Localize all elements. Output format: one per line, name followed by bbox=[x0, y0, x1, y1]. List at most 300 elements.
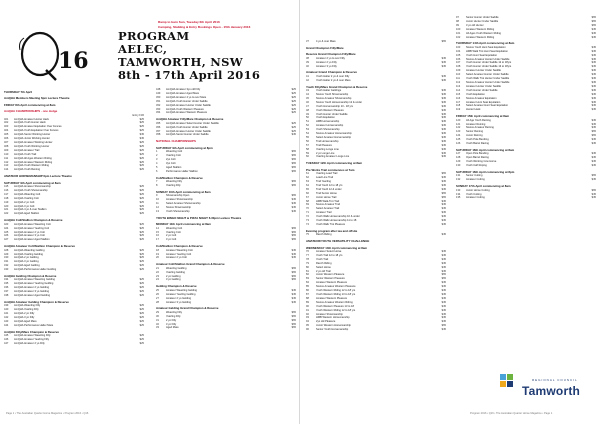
class-number: 414 bbox=[4, 168, 9, 172]
class-number: 111 bbox=[456, 77, 460, 81]
class-name: AmQHA Youth Western Pleasure bbox=[166, 107, 204, 111]
class-number: 93 bbox=[306, 316, 309, 320]
class-fee: $45 bbox=[591, 156, 596, 160]
class-name: Amateur Reining bbox=[466, 122, 486, 126]
class-fee: $45 bbox=[441, 56, 446, 60]
class-number: 420 bbox=[4, 204, 9, 208]
class-number: 433 bbox=[4, 268, 9, 272]
class-fee: $65 bbox=[441, 191, 446, 195]
class-fee: $45 bbox=[441, 199, 446, 203]
class-name: Youth Working Cow Horse bbox=[466, 160, 497, 164]
class-fee: $45 bbox=[591, 118, 596, 122]
class-name: AmQHA Amateur Western Pleasure bbox=[166, 111, 208, 115]
class-fee: $45 bbox=[441, 147, 446, 151]
class-number: 128 bbox=[456, 156, 461, 160]
section-heading: Evening program after tea and offsite bbox=[306, 228, 358, 233]
class-fee: $45 bbox=[441, 74, 446, 78]
class-name: AmQHA Amateur Trail bbox=[14, 148, 40, 152]
class-name: Youth Halter Geldings bbox=[316, 89, 342, 93]
class-name: AmQHA Amateur Weanling Gelding bbox=[14, 278, 55, 282]
class-name: Amateur Showmanship bbox=[166, 198, 193, 202]
class-name: AmQHA Yearling Colt bbox=[14, 196, 39, 200]
class-number: 84 bbox=[306, 281, 309, 285]
class-name: Junior Western Horsemanship bbox=[316, 324, 351, 328]
class-row bbox=[4, 342, 144, 346]
class-number: 407 bbox=[4, 140, 9, 144]
class-number: 65 bbox=[306, 187, 309, 191]
class-name: AmQHA Amateur 3yo old Filly bbox=[166, 88, 201, 91]
class-name: Youth Hunter Under Saddle 13 to 18yrs bbox=[466, 65, 512, 69]
class-name: Youth Showmanship bbox=[166, 209, 190, 213]
class-fee: $45 bbox=[591, 142, 596, 146]
class-number: 97 bbox=[456, 16, 459, 19]
class-fee: $65 bbox=[291, 230, 296, 234]
class-name: Yearling Colt bbox=[166, 230, 181, 234]
class-fee: $45 bbox=[441, 100, 446, 104]
class-number: 59 bbox=[306, 151, 309, 155]
class-fee: $45 bbox=[441, 89, 446, 93]
section-heading: Amateur Grand Champion & Reserve bbox=[306, 70, 357, 75]
class-name: Amateur 2 yo Colt bbox=[166, 256, 187, 260]
class-number: 68 bbox=[306, 199, 309, 203]
class-number: 88 bbox=[306, 296, 309, 300]
class-fee: $25 bbox=[139, 160, 144, 164]
section-heading: SATURDAY 16th April commencing at 8pm bbox=[456, 170, 515, 175]
section-heading: SUNDAY 17th April commencing at 8am bbox=[456, 184, 511, 189]
class-number: 410 bbox=[4, 152, 9, 156]
class-number: 415 bbox=[4, 185, 9, 189]
class-number: 110 bbox=[456, 73, 461, 77]
class-fee: $45 bbox=[591, 31, 596, 35]
class-fee: $25 bbox=[139, 204, 144, 208]
class-name: Novice Amateur Horsemanship bbox=[316, 132, 352, 136]
section-heading: NATIONAL CHAMPIONSHIPS bbox=[156, 139, 196, 144]
class-number: 25 bbox=[156, 288, 159, 292]
class-name: AmQHA Yearling Filly bbox=[14, 308, 39, 312]
class-fee: $25 bbox=[291, 88, 296, 91]
class-fee: $65 bbox=[291, 154, 296, 158]
class-number: 120 bbox=[456, 118, 461, 122]
class-number: 44 bbox=[306, 92, 309, 96]
footer-left: Page 1 • The Australian Quarter Horse Magazine • Program 2016 • Q16 bbox=[6, 412, 89, 415]
class-name: Junior Hunter Under Saddle bbox=[466, 19, 499, 23]
class-name: 2yo Colt bbox=[166, 158, 176, 161]
class-number: 83 bbox=[306, 277, 309, 281]
class-fee: $65 bbox=[291, 161, 296, 165]
class-number: 408 bbox=[4, 144, 9, 148]
class-row bbox=[456, 108, 596, 112]
class-number: 443 bbox=[4, 320, 9, 324]
section-heading: Reserve Grand Champion Filly/Mare bbox=[306, 52, 356, 57]
section-heading: Amateur Colt/Stallion Grand Champion & Reserve bbox=[156, 262, 225, 267]
class-name: Ranch Riding bbox=[316, 233, 332, 237]
section-heading: SATURDAY 9th April commencing at 8pm bbox=[156, 145, 213, 150]
class-number: 27 bbox=[156, 296, 159, 300]
class-name: Youth Equitation bbox=[466, 92, 485, 96]
class-number: 96 bbox=[306, 328, 309, 332]
class-fee: $65 bbox=[291, 226, 296, 230]
class-number: 427 bbox=[4, 238, 9, 242]
class-number: 57 bbox=[306, 143, 309, 147]
class-name: Trail Youth 12 to 18 yrs bbox=[316, 183, 343, 187]
class-fee: $45 bbox=[591, 96, 596, 100]
class-fee: $25 bbox=[139, 168, 144, 172]
class-fee: $45 bbox=[441, 187, 446, 191]
class-number: 432 bbox=[4, 264, 9, 268]
class-number: 17 bbox=[156, 238, 159, 242]
class-name: Amateur Trail bbox=[316, 211, 332, 215]
class-fee: $45 bbox=[441, 281, 446, 285]
class-fee: $45 bbox=[591, 108, 596, 112]
class-fee: $45 bbox=[441, 180, 446, 183]
class-number: 405 bbox=[4, 133, 9, 137]
class-fee: $45 bbox=[291, 292, 296, 296]
class-number: 135 bbox=[456, 196, 461, 200]
class-name: 3 yo Gelding bbox=[166, 278, 181, 282]
class-row bbox=[306, 79, 446, 83]
class-fee: $25 bbox=[139, 304, 144, 308]
class-name: Weanling Colt bbox=[166, 226, 183, 230]
class-number: 401 bbox=[4, 117, 9, 121]
class-number: 7 bbox=[156, 180, 158, 184]
class-name: Novice Amateur Western Pleasure bbox=[316, 285, 356, 289]
class-name: Select Amateur Hunt Seat Equitation bbox=[466, 104, 509, 108]
class-name: Amateur Weanling Gelding bbox=[166, 288, 197, 292]
class-fee: $45 bbox=[441, 269, 446, 273]
class-name: Youth Hunter Under Saddle bbox=[466, 88, 498, 92]
class-name: AmQHA Amateur Showmanship bbox=[14, 185, 51, 189]
class-fee: $45 bbox=[591, 81, 596, 84]
class-name: Trail Yearling bbox=[316, 180, 331, 183]
class-name: Performance Halter Stallion bbox=[166, 169, 198, 173]
class-number: 54 bbox=[306, 132, 309, 136]
class-name: AmQHA 2 yo Filly bbox=[14, 312, 35, 316]
class-name: Youth Halter 2 yo & over Filly bbox=[316, 74, 350, 78]
class-name: AmQHA Amateur Hunter Under Saddle bbox=[166, 103, 211, 107]
class-fee: $45 bbox=[591, 196, 596, 200]
class-name: 2 yo Filly bbox=[166, 318, 177, 322]
class-row bbox=[306, 223, 446, 227]
class-fee: $25 bbox=[291, 103, 296, 107]
class-fee: $45 bbox=[441, 289, 446, 293]
title-line: PROGRAM bbox=[118, 29, 190, 43]
class-fee: $25 bbox=[139, 294, 144, 298]
class-number: 115 bbox=[456, 92, 461, 96]
class-fee: $25 bbox=[139, 252, 144, 256]
class-name: Select Amateur Horsemanship bbox=[316, 135, 352, 139]
section-heading: MONDAY 11th April commencing at 8am bbox=[156, 222, 211, 227]
class-number: 91 bbox=[306, 308, 309, 312]
class-number: 9 bbox=[156, 194, 158, 198]
class-name: Youth Walk Horsemanship 10 & under bbox=[316, 215, 360, 219]
class-row bbox=[156, 170, 296, 174]
class-number: 444 bbox=[4, 323, 9, 327]
class-number: 32 bbox=[156, 322, 159, 326]
class-fee: $25 bbox=[139, 248, 144, 252]
class-number: 20 bbox=[156, 256, 159, 260]
class-fee: $45 bbox=[441, 92, 446, 96]
class-name: Yearling Longe Line bbox=[316, 147, 339, 151]
class-number: 12 bbox=[156, 205, 159, 209]
class-name: Novice Youth Horsemanship 12 & under bbox=[316, 100, 362, 104]
class-number: 75 bbox=[306, 233, 309, 237]
class-fee: $45 bbox=[591, 45, 596, 49]
class-number: 79 bbox=[306, 261, 309, 265]
class-fee: $25 bbox=[139, 256, 144, 260]
class-name: Senior Western Pleasure bbox=[316, 277, 345, 281]
class-name: AmQHA Amateur Equitation Over Fences bbox=[14, 125, 62, 129]
class-row bbox=[456, 196, 596, 200]
class-fee: $25 bbox=[139, 185, 144, 189]
class-number: 449 bbox=[156, 91, 161, 95]
class-name: AmQHA Amateur Hunter Under Saddle bbox=[166, 129, 211, 133]
class-fee: $45 bbox=[441, 116, 446, 120]
class-number: 47 bbox=[306, 104, 309, 108]
footer-right: Program 2016 • Q16 • The Australian Quarter Horse Magazine • Page 1 bbox=[470, 412, 553, 415]
class-name: AmQHA Youth Showmanship bbox=[14, 188, 48, 192]
class-row bbox=[4, 212, 144, 216]
class-fee: $65 bbox=[591, 23, 596, 27]
class-number: 46 bbox=[306, 100, 309, 104]
class-number: 458 bbox=[156, 133, 161, 137]
class-name: Novice Youth Hunt Seat Equitation bbox=[466, 45, 506, 49]
class-fee: $45 bbox=[441, 316, 446, 320]
class-row bbox=[456, 178, 596, 182]
class-name: 3yo Colt bbox=[166, 161, 176, 165]
class-number: 3 bbox=[156, 158, 158, 161]
class-name: Amateur Yearling Gelding bbox=[166, 292, 196, 296]
class-fee: $45 bbox=[591, 84, 596, 88]
class-name: Amateur Western Riding bbox=[466, 27, 495, 31]
class-fee: $25 bbox=[139, 290, 144, 294]
class-fee: $45 bbox=[591, 65, 596, 69]
class-number: 423 bbox=[4, 222, 9, 226]
class-number: 127 bbox=[456, 152, 461, 156]
section-heading: AMATEUR HORSEMANSHIP 6pm Lecture Theatre bbox=[4, 174, 72, 179]
class-name: AmQHA Youth Trail bbox=[14, 152, 37, 156]
class-name: AmQHA Performance Halter Mare bbox=[14, 323, 54, 327]
class-name: Youth Hunt Seat Equitation bbox=[466, 53, 498, 57]
class-name: Lead Line Trail bbox=[316, 176, 334, 180]
class-fee: $45 bbox=[441, 304, 446, 308]
class-name: Novice Amateur Hunter Under Saddle bbox=[466, 57, 510, 61]
section-heading: Colt/Stallion Champion & Reserve bbox=[156, 175, 203, 180]
class-name: Aged Stallion bbox=[166, 165, 182, 169]
class-fee: $25 bbox=[139, 144, 144, 148]
class-number: 23 bbox=[156, 274, 159, 278]
class-number: 453 bbox=[156, 107, 161, 111]
class-fee: $45 bbox=[441, 300, 446, 304]
class-number: 8 bbox=[156, 183, 158, 187]
class-name: Novice Amateur Western Riding bbox=[316, 300, 353, 304]
section-heading: AmQHA Filly/Mare Champion & Reserve bbox=[4, 329, 59, 334]
program-title bbox=[118, 30, 260, 82]
class-fee: $25 bbox=[139, 312, 144, 316]
class-number: 81 bbox=[306, 269, 309, 273]
class-number: 14 bbox=[156, 226, 159, 230]
class-number: 104 bbox=[456, 49, 461, 53]
notice-line: Ramp to barn Sun, Tuesday 6th April 2016 bbox=[158, 20, 220, 24]
class-name: AmQHA 3 yo Colt bbox=[14, 204, 35, 208]
class-number: 437 bbox=[4, 290, 9, 294]
class-name: Amateur Western Riding bbox=[466, 35, 495, 39]
class-fee: $65 bbox=[291, 326, 296, 330]
class-name: Novice Amateur Showmanship bbox=[316, 96, 352, 100]
class-number: 5 bbox=[156, 165, 158, 169]
section-heading: WEDNESDAY 13th April commencing at 8am bbox=[306, 245, 368, 250]
class-number: 76 bbox=[306, 250, 309, 253]
class-number: 31 bbox=[156, 318, 159, 322]
class-number: 48 bbox=[306, 108, 309, 112]
class-number: 94 bbox=[306, 320, 309, 324]
class-fee: $25 bbox=[291, 91, 296, 95]
class-fee: $65 bbox=[291, 238, 296, 242]
class-name: AmQHA 2 yo Gelding bbox=[14, 256, 39, 260]
class-number: 73 bbox=[306, 219, 309, 223]
class-number: 409 bbox=[4, 148, 9, 152]
class-fee: $45 bbox=[591, 49, 596, 53]
class-fee: $45 bbox=[291, 252, 296, 256]
class-row bbox=[156, 326, 296, 330]
class-name: AmQHA Youth Hunter Under Saddle bbox=[166, 99, 208, 103]
class-fee: $65 bbox=[441, 195, 446, 199]
class-name: AmQHA Yearling Gelding bbox=[14, 252, 43, 256]
class-name: Open Pole Bending bbox=[466, 152, 489, 156]
class-name: Senior Hunter Under Saddle bbox=[466, 16, 499, 19]
class-name: AmQHA Amateur Yearling Gelding bbox=[14, 282, 54, 286]
class-fee: $45 bbox=[441, 176, 446, 180]
class-name: AmQHA Amateur Aged Stallion bbox=[14, 238, 50, 242]
class-name: Weanling Filly bbox=[166, 180, 183, 184]
class-number: 103 bbox=[456, 45, 461, 49]
class-fee: $45 bbox=[591, 77, 596, 81]
class-number: 446 bbox=[4, 338, 9, 342]
section-heading: SATURDAY 9th April commencing at 8am bbox=[4, 180, 61, 185]
class-row bbox=[156, 210, 296, 214]
notice bbox=[158, 20, 250, 30]
class-fee: $45 bbox=[591, 192, 596, 196]
class-fee: $25 bbox=[139, 234, 144, 238]
class-number: 451 bbox=[156, 99, 161, 103]
class-name: AmQHA Amateur 2 yo Gelding bbox=[14, 286, 50, 290]
class-fee: $45 bbox=[291, 209, 296, 213]
class-number: 77 bbox=[306, 253, 309, 257]
class-number: 101 bbox=[456, 31, 461, 35]
class-number: 439 bbox=[4, 304, 9, 308]
class-fee: $45 bbox=[591, 92, 596, 96]
class-row bbox=[306, 328, 446, 332]
class-row bbox=[456, 164, 596, 168]
class-fee: $65 bbox=[441, 277, 446, 281]
class-number: 66 bbox=[306, 191, 309, 195]
class-name: 4 yo & over Mare bbox=[316, 40, 336, 43]
class-name: Trail Senior Horse bbox=[316, 191, 337, 195]
class-fee: $65 bbox=[291, 274, 296, 278]
class-fee: $45 bbox=[291, 248, 296, 252]
class-fee: $45 bbox=[139, 137, 144, 141]
class-fee: $45 bbox=[441, 308, 446, 312]
class-name: AmQHA Amateur Aged Gelding bbox=[14, 294, 51, 298]
class-number: 113 bbox=[456, 84, 461, 88]
class-number: 403 bbox=[4, 125, 9, 129]
class-number: 98 bbox=[456, 19, 459, 23]
class-name: HMB Walk-Trot Trail bbox=[316, 199, 340, 203]
class-number: 112 bbox=[456, 81, 461, 84]
section-heading: Amateur Gelding Grand Champion & Reserve bbox=[156, 306, 219, 311]
class-name: Amateur 3 yo Filly bbox=[316, 64, 337, 68]
class-fee: $45 bbox=[291, 296, 296, 300]
section-heading: AmQHA Colt/Stallion Champion & Reserve bbox=[4, 218, 63, 223]
class-name: AmQHA Youth Western Riding bbox=[14, 164, 49, 168]
class-row bbox=[156, 184, 296, 188]
class-number: 42 bbox=[306, 78, 309, 82]
class-number: 10 bbox=[156, 198, 159, 202]
class-name: Showmanship Open bbox=[166, 194, 190, 198]
class-number: 92 bbox=[306, 312, 309, 316]
class-fee: $25 bbox=[139, 117, 144, 121]
class-fee: $25 bbox=[139, 320, 144, 324]
class-fee: $65 bbox=[291, 165, 296, 169]
class-fee: $25 bbox=[139, 338, 144, 342]
class-name: Senior Cutting bbox=[466, 174, 483, 178]
class-name: Weanling Colt bbox=[166, 150, 183, 154]
class-number: 130 bbox=[456, 164, 461, 168]
class-fee: $65 bbox=[291, 270, 296, 274]
class-number: 63 bbox=[306, 180, 309, 183]
class-number: 126 bbox=[456, 142, 461, 146]
class-number: 38 bbox=[306, 56, 309, 60]
class-name: Amateur 2 yo & over Filly bbox=[316, 56, 345, 60]
class-fee: $45 bbox=[591, 160, 596, 164]
council-name: Tamworth bbox=[522, 384, 581, 398]
class-number: 430 bbox=[4, 256, 9, 260]
class-fee: $25 bbox=[139, 140, 144, 144]
class-name: Youth Calf Roping bbox=[466, 164, 487, 168]
class-fee: $65 bbox=[291, 158, 296, 161]
class-name: AmQHA Amateur 2 yo Colt bbox=[14, 230, 45, 234]
section-heading: Pre Works Trail commences at 7am bbox=[306, 167, 355, 172]
class-number: 2 bbox=[156, 154, 158, 158]
class-name: 2 yo Colt bbox=[166, 234, 177, 238]
class-name: Amateur 2 yo Filly bbox=[316, 60, 337, 64]
class-number: 56 bbox=[306, 139, 309, 143]
class-name: Trail Pleasure bbox=[316, 143, 332, 147]
class-name: Amateur Western Pleasure bbox=[316, 281, 348, 285]
class-number: 71 bbox=[306, 211, 309, 215]
title-line: AELEC, bbox=[118, 42, 168, 56]
class-fee: $45 bbox=[291, 205, 296, 209]
class-number: 69 bbox=[306, 203, 309, 207]
class-fee: $25 bbox=[139, 121, 144, 125]
class-row bbox=[156, 256, 296, 260]
class-fee: $25 bbox=[291, 129, 296, 133]
class-name: AmQHA Youth Hunter Hack bbox=[14, 121, 46, 125]
class-fee: $25 bbox=[139, 192, 144, 196]
class-number: 402 bbox=[4, 121, 9, 125]
class-fee: $25 bbox=[139, 208, 144, 212]
class-name: Youth Trail bbox=[316, 257, 329, 261]
class-number: 455 bbox=[156, 121, 161, 125]
class-name: Youth Showmanship bbox=[316, 128, 340, 132]
class-fee: $45 bbox=[441, 233, 446, 237]
class-fee: $45 bbox=[139, 133, 144, 137]
class-row bbox=[456, 142, 596, 146]
section-heading: YOUTH BINGO NIGHT & PIZZA NIGHT 6.30pm Lecture Theatre bbox=[156, 215, 242, 220]
class-fee: $25 bbox=[291, 99, 296, 103]
class-name: 3 yo old Hunter bbox=[466, 23, 484, 27]
class-number: 19 bbox=[156, 252, 159, 256]
class-number: 95 bbox=[306, 324, 309, 328]
